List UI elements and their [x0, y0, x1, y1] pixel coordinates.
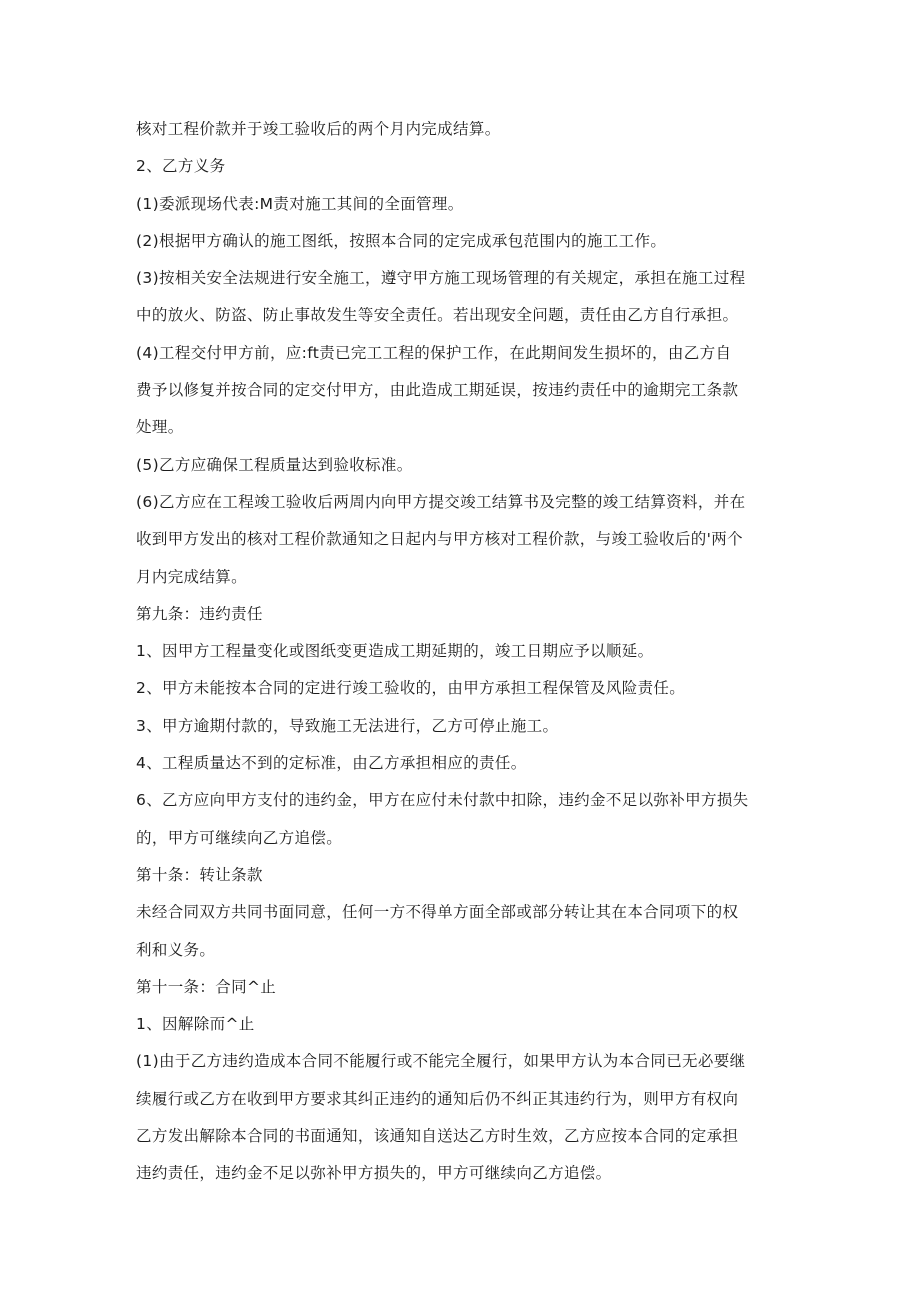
text-line: (1)委派现场代表:M责对施工其间的全面管理。 [136, 194, 464, 213]
text-line: 未经合同双方共同书面同意，任何一方不得单方面全部或部分转让其在本合同项下的权 [136, 903, 739, 922]
text-line: 收到甲方发出的核对工程价款通知之日起内与甲方核对工程价款，与竣工验收后的'两个 [136, 530, 743, 549]
text-line: 处理。 [136, 418, 184, 437]
text-line: 乙方发出解除本合同的书面通知，该通知自送达乙方时生效，乙方应按本合同的定承担 [136, 1127, 739, 1146]
text-line: 违约责任，违约金不足以弥补甲方损失的，甲方可继续向乙方追偿。 [136, 1164, 612, 1183]
text-line: 利和义务。 [136, 940, 216, 959]
text-line: (5)乙方应确保工程质量达到验收标准。 [136, 455, 413, 474]
section-heading: 1、因解除而^止 [136, 1015, 255, 1034]
text-line: 1、因甲方工程量变化或图纸变更造成工期延期的，竣工日期应予以顺延。 [136, 642, 654, 661]
text-line: 4、工程质量达不到的定标准，由乙方承担相应的责任。 [136, 754, 527, 773]
text-line: (1)由于乙方违约造成本合同不能履行或不能完全履行，如果甲方认为本合同已无必要继 [136, 1052, 746, 1071]
article-heading: 第十一条：合同^止 [136, 977, 277, 996]
section-heading: 2、乙方义务 [136, 157, 226, 176]
text-line: (3)按相关安全法规进行安全施工，遵守甲方施工现场管理的有关规定，承担在施工过程 [136, 269, 746, 288]
text-line: (6)乙方应在工程竣工验收后两周内向甲方提交竣工结算书及完整的竣工结算资料，并在 [136, 492, 746, 511]
text-line: 费予以修复并按合同的定交付甲方，由此造成工期延误，按违约责任中的逾期完工条款 [136, 381, 739, 400]
article-heading: 第十条：转让条款 [136, 865, 263, 884]
text-line: 6、乙方应向甲方支付的违约金，甲方在应付未付款中扣除，违约金不足以弥补甲方损失 [136, 791, 749, 810]
text-line: 中的放火、防盗、防止事故发生等安全责任。若出现安全问题，责任由乙方自行承担。 [136, 306, 739, 325]
text-line: 3、甲方逾期付款的，导致施工无法进行，乙方可停止施工。 [136, 716, 559, 735]
document-body [136, 111, 788, 1193]
text-line: 续履行或乙方在收到甲方要求其纠正违约的通知后仍不纠正其违约行为，则甲方有权向 [136, 1089, 739, 1108]
article-heading: 第九条：违约责任 [136, 604, 263, 623]
text-line: 的，甲方可继续向乙方追偿。 [136, 828, 343, 847]
text-line: 月内完成结算。 [136, 567, 247, 586]
text-line: 2、甲方未能按本合同的定进行竣工验收的，由甲方承担工程保管及风险责任。 [136, 679, 686, 698]
text-line: 核对工程价款并于竣工验收后的两个月内完成结算。 [136, 120, 501, 138]
text-line: (4)工程交付甲方前，应:ft责已完工工程的保护工作，在此期间发生损坏的，由乙方自 [136, 343, 732, 362]
text-line: (2)根据甲方确认的施工图纸，按照本合同的定完成承包范围内的施工工作。 [136, 231, 667, 250]
